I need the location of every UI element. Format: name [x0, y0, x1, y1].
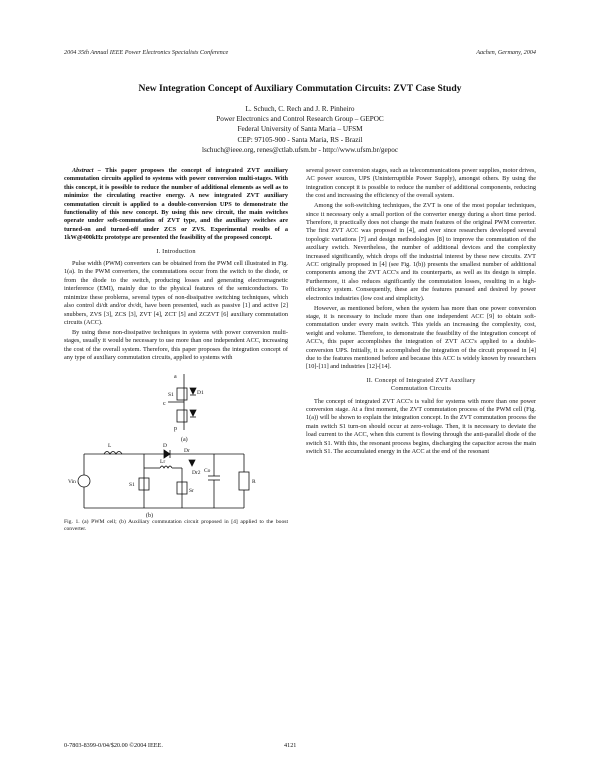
abstract-label: Abstract	[72, 167, 94, 174]
section-heading-intro: I. Introduction	[156, 247, 196, 255]
label-c: c	[163, 401, 166, 408]
author-block	[0, 104, 600, 155]
abstract-text: – This paper proposes the concept of integrated ZVT auxiliary commutation circuits applied to systems with power conversion multi-stages. With this concept, it is possible to reduce the number of additional elements as well as to minimize the circulating reactive energy. A new integrated ZVT auxiliary commutation circuit is applied to a double-conversion UPS to demonstrate the functionality of this new concept. By using this new circuit, the main switches operate under soft-commutation of ZVT type, and the auxiliary switches are turned-on and turned-off under ZCS or ZVS. Experimental results of a 1kW@400kHz prototype are presented the feasibility of the proposed concept.	[64, 167, 288, 242]
paragraph: Pulse width (PWM) converters can be obtained from the PWM cell illustrated in Fig. 1(a). In the PWM converters, the commutations occur from the switch to the diode, or from the diode to the switch, producing losses and generating electromagnetic interference (EMI), mainly due to the physical features of the semiconductors. To minimize these problems, several types of non-dissipative switching techniques, which also control di/dt and/or dv/dt, have been presented, such as passive [1] and active [2] snubbers, ZVS [3], ZCS [3], ZVT [4], ZCT [5] and ZCZVT [6] auxiliary commutation circuits (ACC).	[64, 260, 288, 326]
page-number: 4121	[284, 742, 297, 749]
switch-s1-a	[177, 388, 187, 400]
diode-dr	[189, 460, 195, 466]
circuit-diagram	[64, 368, 288, 518]
diode-d	[164, 450, 170, 458]
label-d1: D1	[197, 390, 204, 397]
label-a: a	[174, 374, 177, 381]
right-column	[306, 167, 536, 458]
footer-isbn: 0-7803-8399-0/04/$20.00 ©2004 IEEE.	[64, 742, 163, 749]
label-s1-b: S1	[129, 482, 135, 489]
author-group: Power Electronics and Control Research Group – GEPOC	[216, 115, 384, 124]
label-l: L	[108, 443, 112, 450]
section-heading-concept	[306, 377, 536, 394]
label-dr2: Dr2	[192, 470, 201, 477]
label-lr: Lr	[160, 459, 166, 466]
abstract	[64, 167, 288, 243]
figure-caption: Fig. 1. (a) PWM cell; (b) Auxiliary commutation circuit proposed in [4] applied to the boost converter.	[64, 519, 288, 533]
label-p: p	[174, 426, 177, 433]
section-heading-line1: II. Concept of Integrated ZVT Auxiliary	[366, 376, 476, 384]
conference-header: 2004 35th Annual IEEE Power Electronics Specialists Conference	[64, 49, 229, 56]
left-column	[64, 167, 288, 533]
figure-label-b: (b)	[146, 513, 153, 519]
label-r: R	[252, 479, 256, 486]
label-d: D	[163, 443, 167, 450]
label-dr: Dr	[184, 448, 190, 455]
label-co: Co	[204, 468, 211, 475]
paragraph: The concept of integrated ZVT ACC's is valid for systems with more than one power conversion stage. At a first moment, the ZVT commutation process of the PWM cell (Fig. 1(a)) will be shown to explain the integration concept. In the ZVT commutation process the main switch S1 turn-on should occur at zero-voltage. Then, it is necessary to deviate the load current to the ACC, when this current is flowing through the anti-parallel diode of the switch S1. With this, the resonant process begins, discharging the capacitor across the main switch S1. The accumulated energy in the ACC at the end of the resonant	[306, 397, 536, 455]
label-s1: S1	[168, 392, 174, 399]
source-vin	[78, 475, 90, 487]
figure-label-a: (a)	[181, 437, 188, 444]
location-header: Aachen, Germany, 2004	[476, 49, 536, 56]
author-address: CEP: 97105-900 - Santa Maria, RS - Brazil	[237, 135, 363, 144]
diode-d1-a	[190, 388, 196, 394]
paragraph: Among the soft-switching techniques, the ZVT is one of the most popular techniques, since it necessary only a small portion of the converter energy during a short time period. Therefore, it practically does not change the main features of the original PWM converter. The first ZVT ACC was proposed in [4], and ever since researchers developed several topologic variations [7] and design methodologies [8] to improve the commutation of the auxiliary switch. Nevertheless, the number of additional devices and the complexity increased significantly, which drops off the industrial interest by these new circuits. ZVT ACC originally proposed in [4] (see Fig. 1(b)) presents the smallest number of additional components among the ZVT ACC's and its counterparts, as well as its design is simple. Furthermore, it also reduces significantly the commutation losses, resulting in a high-efficiency system. Consequently, these are the features pursued and desired by power electronics industries (low cost and simplicity).	[306, 202, 536, 302]
paragraph: By using these non-dissipative techniques in systems with power conversion multi-stages, usually it would be necessary to use more than one independent ACC, increasing the cost of the overall system. Therefore, this paper proposes the integration concept of any type of auxiliary commutation circuits, applied to systems with	[64, 328, 288, 362]
author-names: L. Schuch, C. Rech and J. R. Pinheiro	[245, 105, 355, 113]
paper-title: New Integration Concept of Auxiliary Commutation Circuits: ZVT Case Study	[138, 83, 462, 94]
resistor-r	[239, 472, 249, 490]
paragraph: However, as mentioned before, when the system has more than one power conversion stage, it is necessary to include more than one independent ACC [9] to obtain soft-commutation under every main switch. This yields an increasing the complexity, cost, weight and volume. Therefore, to demonstrate the feasibility of the integration concept of ACC's, this paper accomplishes the integration of ZVT ACC's applied to a double-conversion UPS. Initially, it is accomplished the integration of the circuit proposed in [4] due to the features mentioned before and because this ACC is widely known by researchers [10]-[11] and industries [12]-[14].	[306, 304, 536, 371]
figure-1	[64, 368, 288, 518]
paragraph: several power conversion stages, such as telecommunications power supplies, motor drives, AC power sources, UPS (Uninterruptible Power Supply), amongst others. By using the integration concept it is possible to reduce the number of additional components, reducing the cost and increasing the efficiency of the overall system.	[306, 167, 536, 200]
label-vin: Vin	[68, 479, 76, 486]
label-sr: Sr	[189, 488, 194, 495]
author-university: Federal University of Santa Maria – UFSM	[237, 125, 363, 134]
inductor-lr	[160, 466, 172, 468]
author-contact: lschuch@ieee.org, renes@ctlab.ufsm.br - http://www.ufsm.br/gepoc	[201, 145, 399, 154]
section-heading-line2: Commutation Circuits	[390, 385, 452, 393]
